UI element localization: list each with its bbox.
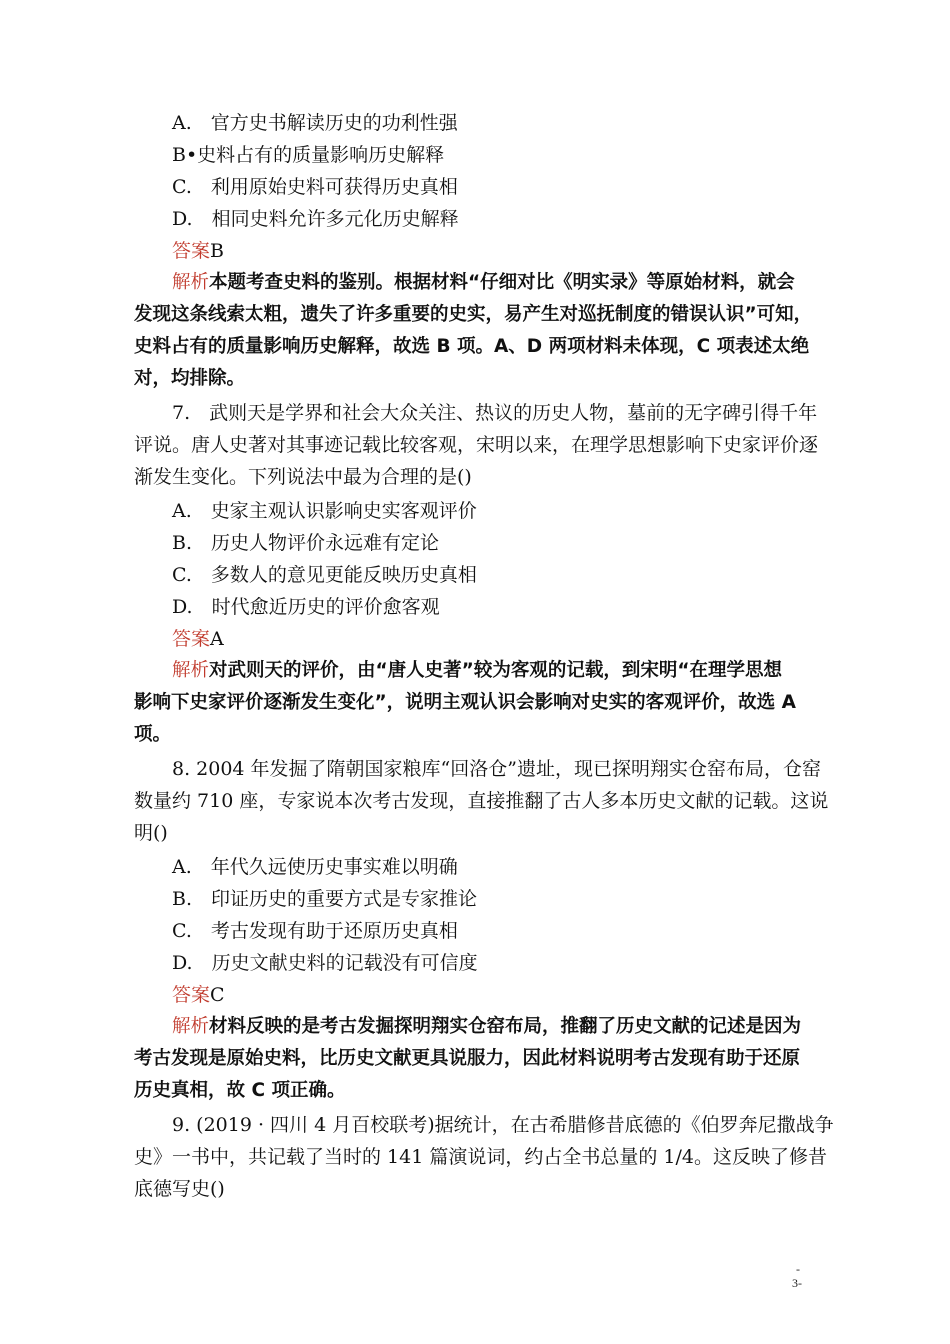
- q7-stem-line: 7. 武则天是学界和社会大众关注、热议的历史人物，墓前的无字碑引得千年: [172, 402, 818, 424]
- q6-analysis-line: 对，均排除。: [134, 368, 246, 389]
- q6-analysis-line: 发现这条线索太粗，遗失了许多重要的史实，易产生对巡抚制度的错误认识”可知，: [134, 304, 813, 325]
- q7-analysis-line: [172, 655, 872, 687]
- q7-stem-line: 评说。唐人史著对其事迹记载比较客观，宋明以来，在理学思想影响下史家评价逐: [134, 434, 819, 456]
- answer-value: B: [210, 240, 224, 262]
- q6-option-c: C. 利用原始史料可获得历史真相: [172, 176, 458, 198]
- answer-value: A: [210, 628, 224, 650]
- analysis-label: 解析: [172, 1016, 210, 1037]
- q7-stem-line: 渐发生变化。下列说法中最为合理的是(): [134, 466, 472, 488]
- analysis-text: 本题考查史料的鉴别。根据材料“仔细对比《明实录》等原始材料，就会: [209, 272, 795, 293]
- q8-stem-line: 8. 2004 年发掘了隋朝国家粮库“回洛仓”遗址，现已探明翔实仓窑布局，仓窑: [172, 758, 821, 780]
- answer-value: C: [210, 984, 225, 1006]
- q7-option-b: B. 历史人物评价永远难有定论: [172, 532, 440, 554]
- analysis-text: 对武则天的评价，由“唐人史著”较为客观的记载，到宋明“在理学思想: [209, 660, 782, 681]
- q9-stem-line: 史》一书中，共记载了当时的 141 篇演说词，约占全书总量的 1/4。这反映了修昔: [134, 1146, 827, 1168]
- analysis-label: 解析: [172, 660, 210, 681]
- q7-option-c: C. 多数人的意见更能反映历史真相: [172, 564, 477, 586]
- q6-option-d: D. 相同史料允许多元化历史解释: [172, 208, 459, 230]
- q8-option-c: C. 考古发现有助于还原历史真相: [172, 920, 458, 942]
- q6-analysis-line: 史料占有的质量影响历史解释，故选 B 项。A、D 两项材料未体现，C 项表述太绝: [134, 336, 810, 357]
- answer-label: 答案: [172, 240, 211, 262]
- q8-stem-line: 明(): [134, 822, 168, 844]
- q9-stem-line: 底德写史(): [134, 1178, 225, 1200]
- q6-option-a: A. 官方史书解读历史的功利性强: [172, 112, 458, 134]
- page-number-value: 3-: [792, 1276, 802, 1290]
- page-number-dash: -: [796, 1262, 800, 1276]
- q8-analysis-line: 考古发现是原始史料，比历史文献更具说服力，因此材料说明考古发现有助于还原: [134, 1048, 801, 1069]
- q6-analysis-line: [172, 267, 872, 299]
- q6-answer: [172, 235, 872, 267]
- analysis-label: 解析: [172, 272, 210, 293]
- q9-stem-line: 9. (2019 · 四川 4 月百校联考)据统计，在古希腊修昔底德的《伯罗奔尼撒战争: [172, 1114, 834, 1136]
- q7-analysis-line: 项。: [134, 724, 172, 745]
- q7-option-d: D. 时代愈近历史的评价愈客观: [172, 596, 440, 618]
- page-number: [792, 1262, 802, 1290]
- q8-option-b: B. 印证历史的重要方式是专家推论: [172, 888, 478, 910]
- analysis-text: 材料反映的是考古发掘探明翔实仓窑布局，推翻了历史文献的记述是因为: [209, 1016, 802, 1037]
- q7-answer: [172, 623, 872, 655]
- q8-option-a: A. 年代久远使历史事实难以明确: [172, 856, 458, 878]
- q8-analysis-line: [172, 1011, 872, 1043]
- q8-option-d: D. 历史文献史料的记载没有可信度: [172, 952, 478, 974]
- q7-option-a: A. 史家主观认识影响史实客观评价: [172, 500, 477, 522]
- answer-label: 答案: [172, 984, 211, 1006]
- q7-analysis-line: 影响下史家评价逐渐发生变化”，说明主观认识会影响对史实的客观评价，故选 A: [134, 692, 796, 713]
- q6-option-b: B•史料占有的质量影响历史解释: [172, 144, 445, 166]
- q8-stem-line: 数量约 710 座，专家说本次考古发现，直接推翻了古人多本历史文献的记载。这说: [134, 790, 829, 812]
- q8-analysis-line: 历史真相，故 C 项正确。: [134, 1080, 346, 1101]
- q8-answer: [172, 979, 872, 1011]
- answer-label: 答案: [172, 628, 211, 650]
